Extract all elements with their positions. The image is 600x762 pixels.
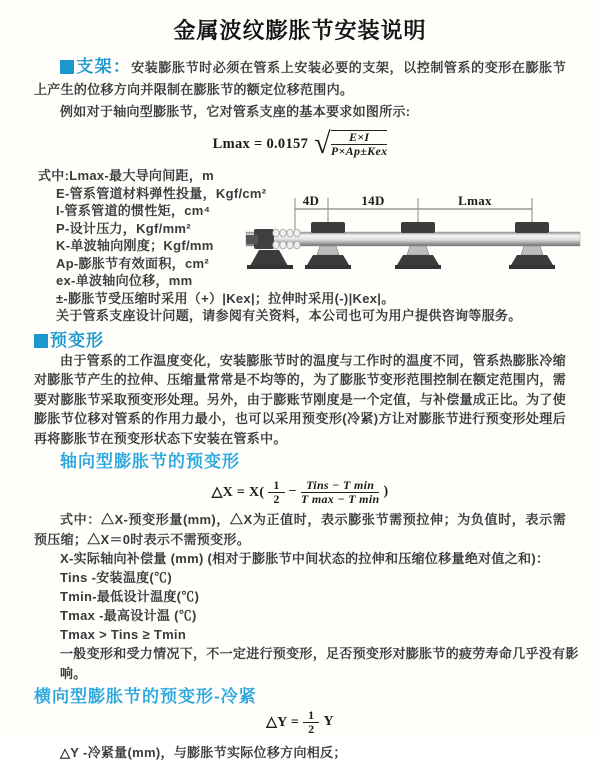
axial-preform-formula xyxy=(0,474,600,510)
lmax-fraction-denominator: P×Ap±Kex xyxy=(330,144,388,158)
axial-variable-list xyxy=(0,549,600,644)
half-numerator: 1 xyxy=(268,479,284,493)
support-intro-paragraph xyxy=(34,56,566,101)
pipe-support-diagram xyxy=(246,192,598,287)
axial-formula-temp-fraction xyxy=(301,479,380,506)
axial-formula-lhs: △X = X( xyxy=(211,484,265,500)
page-title: 金属波纹膨胀节安装说明 xyxy=(173,18,427,43)
lateral-formula-rhs: Y xyxy=(323,714,334,729)
definition-line: E-管系管道材料弹性投量，Kgf/cm² xyxy=(56,185,267,201)
lmax-formula-lhs: Lmax = 0.0157 xyxy=(212,135,309,152)
lateral-formula-explanation: △Y -冷紧量(mm)，与膨胀节实际位移方向相反； xyxy=(60,745,347,760)
variable-line: Tmin-最低设计温度(℃) xyxy=(60,589,200,604)
axial-formula-close-paren: ) xyxy=(383,484,389,499)
axial-formula-minus-sign: − xyxy=(288,484,297,499)
half-numerator: 1 xyxy=(303,709,319,723)
axial-note-text: 一般变形和受力情况下，不一定进行预变形，足否预变形对膨胀节的疲劳寿命几乎没有影响。 xyxy=(60,646,579,681)
half-denominator: 2 xyxy=(273,491,280,506)
definition-line: ±-膨胀节受压缩时采用（+）|Kex|；拉伸时采用(-)|Kex|。 xyxy=(56,290,395,306)
lateral-formula-half-fraction xyxy=(303,709,319,736)
half-denominator: 2 xyxy=(308,721,315,736)
definition-line: I-管系管道的惯性矩，cm⁴ xyxy=(56,203,211,218)
temp-fraction-denominator: T max − T min xyxy=(300,491,380,506)
variable-line: Tins -安装温度(℃) xyxy=(60,570,172,585)
lmax-formula xyxy=(0,127,600,161)
definition-line: P-设计压力，Kgf/mm² xyxy=(56,220,191,236)
sqrt-radical-sign: √ xyxy=(314,127,331,160)
support-example-text: 例如对于轴向型膨胀节，它对管系支座的基本要求如图所示: xyxy=(60,104,411,119)
definition-line: K-单波轴向刚度；Kgf/mm xyxy=(56,238,214,253)
lateral-subsection-heading: 横向型膨胀节的预变形-冷紧 xyxy=(34,687,257,706)
axial-formula-explanation: 式中：△X-预变形量(mm)，△X为正值时，表示膨张节需预拉伸；为负值时，表示需预压缩；△X＝0时表示不需预变形。 xyxy=(34,512,566,547)
axial-formula-half-fraction xyxy=(268,479,284,506)
predeform-section-heading: 预变形 xyxy=(50,330,104,350)
dimension-label-14d: 14D xyxy=(361,193,385,208)
definition-line: Ap-膨胀节有效面积，cm² xyxy=(56,255,209,271)
dimension-label-lmax: Lmax xyxy=(458,193,492,208)
section-square-icon xyxy=(34,334,48,348)
support-section-heading: 支架： xyxy=(76,57,132,76)
definition-line: 式中:Lmax-最大导向间距，m xyxy=(38,168,214,183)
variable-line: Tmax > Tins ≥ Tmin xyxy=(60,627,187,642)
definition-line: 关于管系支座设计问题，请参阅有关资料，本公司也可为用户提供咨询等服务。 xyxy=(56,308,522,323)
definition-line: ex-单波轴向位移，mm xyxy=(56,273,193,288)
predeform-body-text: 由于管系的工作温度变化，安装膨胀节时的温度与工作时的温度不同，管系热膨胀冷缩对膨胀节产生的拉伸、压缩量常常是不均等的，为了膨胀节变形范围控制在额定范围内，需要对膨胀节采取预变形处理。另外，由于膨账节刚度是一个定值，与补偿量成正比。为了使膨胀节位移对管系的作用力最小，也可以采用预变形(冷紧)方让对膨胀节进行预变形处理后再将膨胀节在预变形状态下安装在管系中。 xyxy=(34,352,567,446)
support-intro-text: 安装膨胀节时必须在管系上安装必要的支架，以控制管系的变形在膨胀节上产生的位移方向并限制在膨胀节的额定位移范围内。 xyxy=(34,60,566,97)
lmax-fraction-numerator: E×I xyxy=(331,131,388,145)
variable-line: X-实际轴向补偿量 (mm) (相对于膨胀节中间状态的拉伸和压缩位移量绝对值之和)： xyxy=(60,551,550,566)
section-square-icon xyxy=(60,60,74,74)
lateral-formula-lhs: △Y = xyxy=(266,714,300,730)
pipe-support-diagram-svg xyxy=(246,192,598,287)
variable-line: Tmax -最高设计温 (℃) xyxy=(60,608,197,623)
lmax-formula-fraction xyxy=(331,130,388,158)
dimension-label-4d: 4D xyxy=(302,193,320,208)
axial-subsection-heading: 轴向型膨胀节的预变形 xyxy=(60,452,240,471)
temp-fraction-numerator: Tins − T min xyxy=(301,479,380,493)
lateral-coldpull-formula xyxy=(0,707,600,737)
predeform-section-heading-row xyxy=(34,331,600,351)
